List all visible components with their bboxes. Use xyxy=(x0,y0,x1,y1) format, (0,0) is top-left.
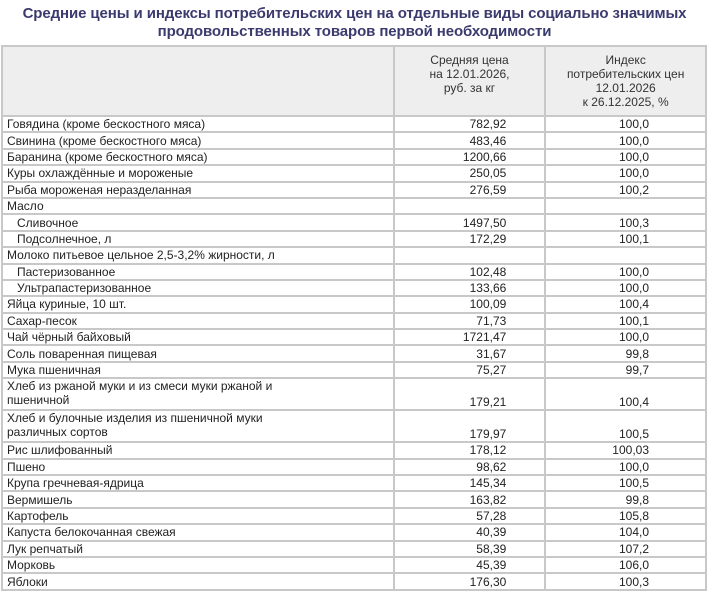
index-cell: 100,0 xyxy=(545,132,706,148)
table-row xyxy=(2,182,706,198)
title-line-2: продовольственных товаров первой необходимости xyxy=(157,23,552,40)
product-name-cell xyxy=(2,378,394,410)
product-name-cell: Подсолнечное, л xyxy=(2,231,394,247)
product-name-cell: Чай чёрный байховый xyxy=(2,329,394,345)
index-cell: 100,4 xyxy=(545,296,706,312)
header-index xyxy=(545,46,706,116)
table-row xyxy=(2,508,706,524)
product-name-line: пшеничной xyxy=(7,393,70,408)
index-cell: 100,03 xyxy=(545,442,706,458)
price-cell: 172,29 xyxy=(394,231,546,247)
index-cell: 100,5 xyxy=(545,475,706,491)
product-name-cell: Соль поваренная пищевая xyxy=(2,345,394,361)
product-name-cell: Свинина (кроме бескостного мяса) xyxy=(2,132,394,148)
header-index-line: к 26.12.2025, % xyxy=(582,95,669,109)
product-name-line: различных сортов xyxy=(7,425,108,440)
product-name-cell: Лук репчатый xyxy=(2,541,394,557)
price-cell: 58,39 xyxy=(394,541,546,557)
index-cell: 104,0 xyxy=(545,524,706,540)
index-cell: 99,7 xyxy=(545,362,706,378)
product-name-cell: Сливочное xyxy=(2,214,394,230)
price-cell: 40,39 xyxy=(394,524,546,540)
price-cell: 145,34 xyxy=(394,475,546,491)
product-name-cell: Ультрапастеризованное xyxy=(2,280,394,296)
header-name xyxy=(2,46,394,116)
product-name-cell: Куры охлаждённые и мороженые xyxy=(2,165,394,181)
product-name-cell: Молоко питьевое цельное 2,5-3,2% жирности, л xyxy=(2,247,394,263)
header-price-line: на 12.01.2026, xyxy=(429,67,510,81)
index-cell: 107,2 xyxy=(545,541,706,557)
price-cell: 133,66 xyxy=(394,280,546,296)
table-row xyxy=(2,475,706,491)
table-row xyxy=(2,313,706,329)
table-row xyxy=(2,132,706,148)
title-line-1: Средние цены и индексы потребительских цен на отдельные виды социально значимых xyxy=(22,5,687,22)
index-cell: 100,3 xyxy=(545,573,706,589)
index-cell: 100,0 xyxy=(545,264,706,280)
product-name-cell: Масло xyxy=(2,198,394,214)
index-cell: 106,0 xyxy=(545,557,706,573)
index-cell: 99,8 xyxy=(545,491,706,507)
header-index-line: Индекс xyxy=(605,53,646,67)
price-cell: 176,30 xyxy=(394,573,546,589)
price-cell: 179,97 xyxy=(394,410,546,442)
price-cell: 782,92 xyxy=(394,116,546,132)
index-cell: 100,2 xyxy=(545,182,706,198)
index-cell: 100,0 xyxy=(545,329,706,345)
table-row xyxy=(2,264,706,280)
price-cell: 276,59 xyxy=(394,182,546,198)
product-name-line: Хлеб из ржаной муки и из смеси муки ржаной и xyxy=(7,379,273,394)
table-row xyxy=(2,524,706,540)
table-row xyxy=(2,557,706,573)
price-cell: 75,27 xyxy=(394,362,546,378)
product-name-cell: Капуста белокочанная свежая xyxy=(2,524,394,540)
price-cell: 31,67 xyxy=(394,345,546,361)
header-price xyxy=(394,46,546,116)
table-header-row xyxy=(2,46,706,116)
index-cell: 100,0 xyxy=(545,280,706,296)
index-cell: 100,0 xyxy=(545,149,706,165)
product-name-cell: Баранина (кроме бескостного мяса) xyxy=(2,149,394,165)
product-name-cell: Яйца куриные, 10 шт. xyxy=(2,296,394,312)
table-row xyxy=(2,149,706,165)
product-name-cell xyxy=(2,410,394,442)
table-row xyxy=(2,116,706,132)
index-cell: 100,5 xyxy=(545,410,706,442)
table-row xyxy=(2,214,706,230)
table-row xyxy=(2,280,706,296)
index-cell: 105,8 xyxy=(545,508,706,524)
price-cell: 1200,66 xyxy=(394,149,546,165)
table-row xyxy=(2,165,706,181)
product-name-cell: Говядина (кроме бескостного мяса) xyxy=(2,116,394,132)
table-row xyxy=(2,378,706,410)
product-name-cell: Рис шлифованный xyxy=(2,442,394,458)
table-row xyxy=(2,345,706,361)
product-name-cell: Сахар-песок xyxy=(2,313,394,329)
table-row xyxy=(2,491,706,507)
price-cell: 250,05 xyxy=(394,165,546,181)
index-cell xyxy=(545,247,706,263)
price-cell: 100,09 xyxy=(394,296,546,312)
index-cell: 100,0 xyxy=(545,116,706,132)
index-cell: 100,3 xyxy=(545,214,706,230)
product-name-cell: Рыба мороженая неразделанная xyxy=(2,182,394,198)
price-cell: 179,21 xyxy=(394,378,546,410)
product-name-cell: Пастеризованное xyxy=(2,264,394,280)
price-cell: 102,48 xyxy=(394,264,546,280)
product-name-cell: Вермишель xyxy=(2,491,394,507)
price-cell: 71,73 xyxy=(394,313,546,329)
index-cell xyxy=(545,198,706,214)
table-row xyxy=(2,541,706,557)
price-cell: 57,28 xyxy=(394,508,546,524)
header-price-line: руб. за кг xyxy=(443,81,496,95)
table-row xyxy=(2,296,706,312)
table-row xyxy=(2,442,706,458)
table-row xyxy=(2,247,706,263)
header-price-line: Средняя цена xyxy=(430,53,509,67)
price-cell: 1721,47 xyxy=(394,329,546,345)
price-cell: 98,62 xyxy=(394,459,546,475)
table-row xyxy=(2,362,706,378)
table-row xyxy=(2,198,706,214)
index-cell: 100,1 xyxy=(545,231,706,247)
table-row xyxy=(2,329,706,345)
price-cell: 1497,50 xyxy=(394,214,546,230)
price-cell: 483,46 xyxy=(394,132,546,148)
price-cell: 163,82 xyxy=(394,491,546,507)
index-cell: 99,8 xyxy=(545,345,706,361)
table-row xyxy=(2,573,706,589)
product-name-cell: Яблоки xyxy=(2,573,394,589)
index-cell: 100,4 xyxy=(545,378,706,410)
price-cell: 45,39 xyxy=(394,557,546,573)
table-row xyxy=(2,410,706,442)
product-name-line: Хлеб и булочные изделия из пшеничной муки xyxy=(7,411,263,426)
header-index-line: потребительских цен xyxy=(566,67,685,81)
index-cell: 100,1 xyxy=(545,313,706,329)
index-cell: 100,0 xyxy=(545,459,706,475)
header-index-line: 12.01.2026 xyxy=(595,81,656,95)
product-name-cell: Мука пшеничная xyxy=(2,362,394,378)
price-cell xyxy=(394,247,546,263)
page-title xyxy=(0,0,709,45)
table-row xyxy=(2,231,706,247)
product-name-cell: Крупа гречневая-ядрица xyxy=(2,475,394,491)
price-cell xyxy=(394,198,546,214)
prices-table xyxy=(1,45,707,591)
product-name-cell: Морковь xyxy=(2,557,394,573)
index-cell: 100,0 xyxy=(545,165,706,181)
product-name-cell: Картофель xyxy=(2,508,394,524)
table-row xyxy=(2,459,706,475)
price-cell: 178,12 xyxy=(394,442,546,458)
product-name-cell: Пшено xyxy=(2,459,394,475)
